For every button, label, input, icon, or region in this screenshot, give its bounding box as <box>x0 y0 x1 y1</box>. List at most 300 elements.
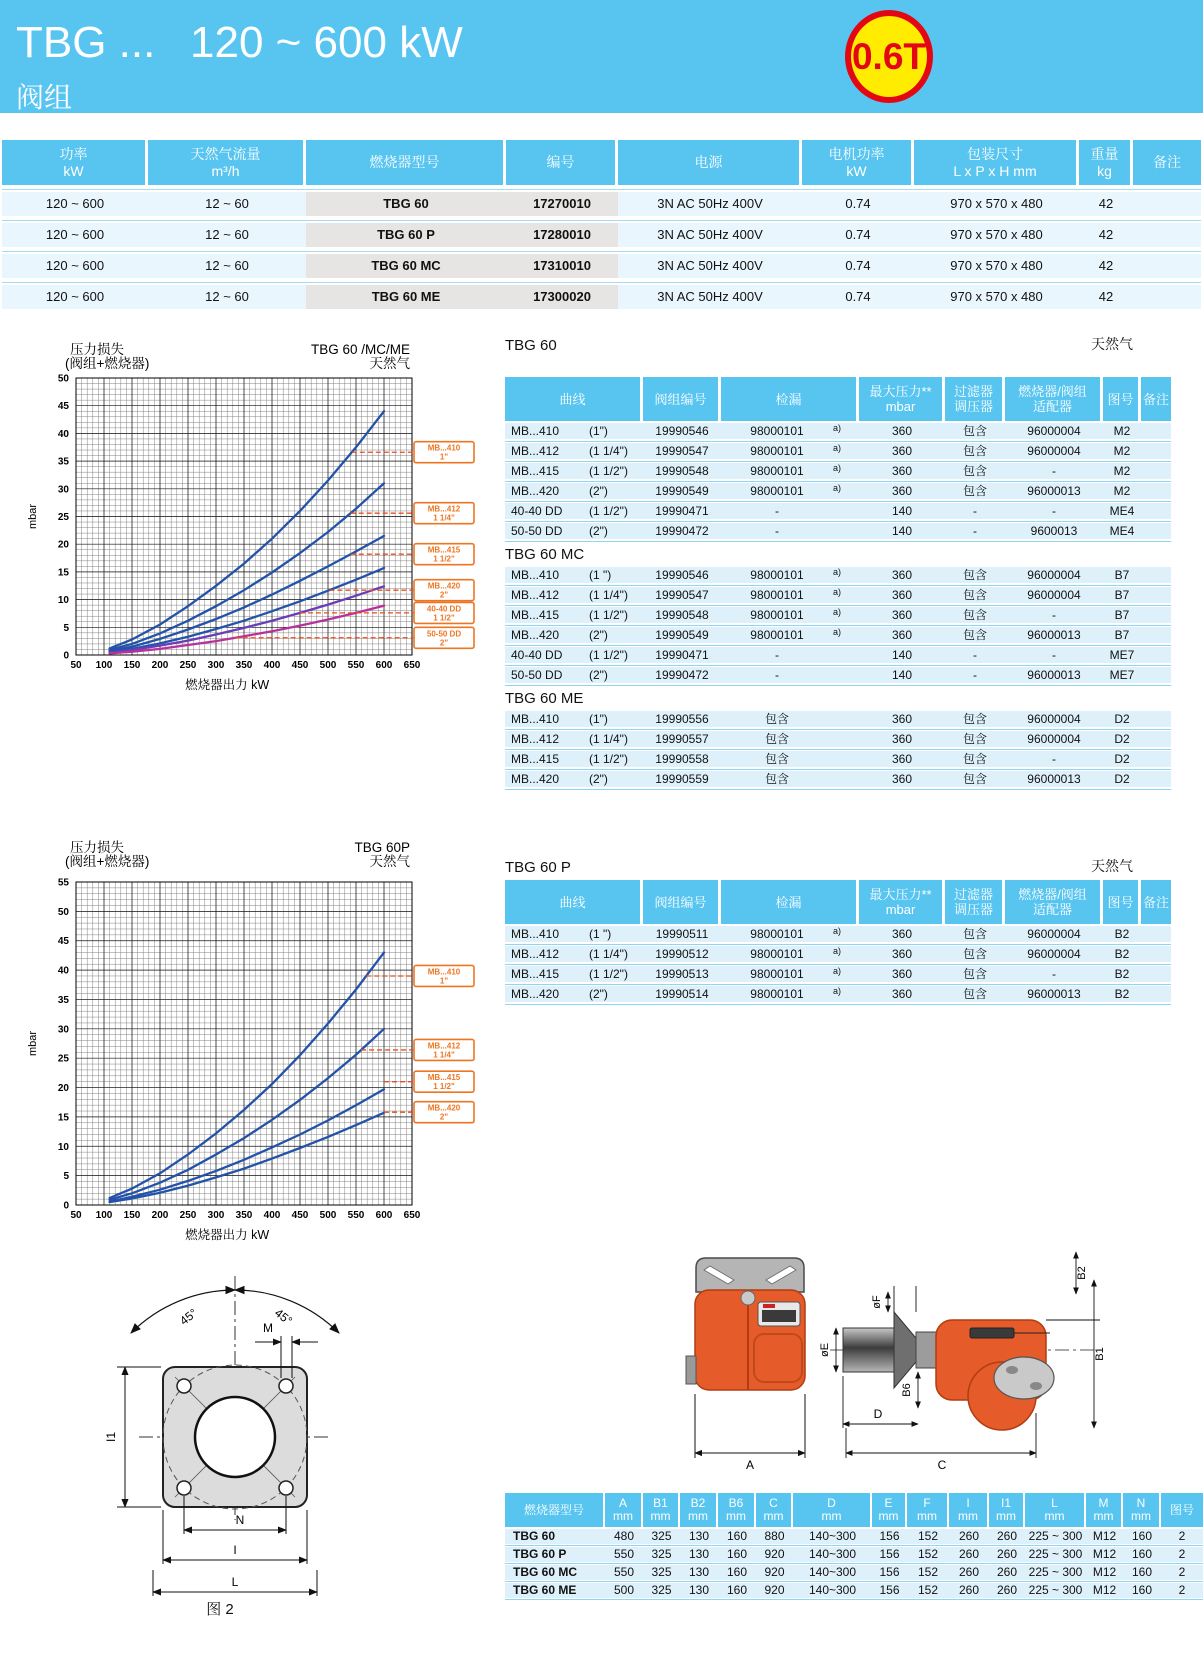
pressure-loss-chart-tbg60-mc-me <box>22 338 492 706</box>
dim-a-label: A <box>745 1458 755 1472</box>
table-cell: 550 <box>613 1547 635 1561</box>
table-cell: 325 <box>651 1547 672 1561</box>
valve-code-cell: 19990512 <box>655 947 709 961</box>
max-pressure-cell: 360 <box>891 752 913 766</box>
center-bore <box>195 1397 275 1477</box>
y-tick-label: 5 <box>63 622 69 634</box>
table-cell: 2 <box>1178 1529 1186 1543</box>
figure-number-cell: M2 <box>1113 464 1131 478</box>
size-cell: (2") <box>589 772 608 786</box>
curve-cell: MB...410 <box>511 927 560 941</box>
table-row <box>505 443 1171 459</box>
footnote-marker <box>833 711 859 727</box>
filter-regulator-cell: - <box>973 668 977 682</box>
display-screen <box>762 1310 796 1322</box>
x-tick-label: 50 <box>70 660 82 671</box>
curve-cell: MB...410 <box>511 424 560 438</box>
valve-code-cell: 19990548 <box>655 464 709 478</box>
max-pressure-cell: 140 <box>891 668 913 682</box>
table-cell: 160 <box>726 1547 748 1561</box>
table-cell: 3N AC 50Hz 400V <box>618 223 802 247</box>
column-header <box>643 880 721 924</box>
adapter-cell: - <box>1052 648 1056 662</box>
column-header <box>802 140 914 185</box>
adapter-cell: - <box>1052 752 1056 766</box>
figure-number-cell: B2 <box>1114 967 1130 981</box>
table-cell: 12 ~ 60 <box>148 254 306 278</box>
table-cell: TBG 60 <box>306 192 506 216</box>
angle-left-label: 45° <box>177 1305 201 1328</box>
table-row <box>505 1547 1203 1562</box>
header-line1: 阀组编号 <box>654 391 707 407</box>
max-pressure-cell: 360 <box>891 444 913 458</box>
table-row <box>505 711 1171 727</box>
table-cell: 160 <box>1131 1547 1153 1561</box>
y-tick-label: 25 <box>57 1053 69 1065</box>
filter-regulator-cell: 包含 <box>962 568 987 582</box>
table-row <box>505 1583 1203 1598</box>
leak-check-cell: 98000101 <box>750 424 804 438</box>
dim-b6-label: B6 <box>901 1383 913 1397</box>
weight-badge <box>845 10 933 103</box>
adapter-cell: - <box>1052 608 1056 622</box>
figure-number-cell: D2 <box>1114 752 1130 766</box>
section-title: TBG 60 MC <box>505 546 585 563</box>
footnote-marker: a) <box>833 946 842 956</box>
size-cell: (2") <box>589 987 608 1001</box>
table-row <box>505 423 1171 439</box>
table-cell: 480 <box>613 1529 635 1543</box>
x-tick-label: 650 <box>403 1210 421 1221</box>
curve-cell: 50-50 DD <box>511 524 563 538</box>
max-pressure-cell: 360 <box>891 424 913 438</box>
bolt-hole <box>177 1379 191 1393</box>
curve-label-line2: 1 1/2" <box>433 1082 455 1092</box>
figure-number-cell: ME7 <box>1109 668 1135 682</box>
table-cell: 130 <box>688 1565 710 1579</box>
chart-title-right2: 天然气 <box>369 356 410 371</box>
leak-check-cell: 98000101 <box>750 927 804 941</box>
table-cell: 3N AC 50Hz 400V <box>618 254 802 278</box>
adapter-cell: 9600013 <box>1030 524 1078 538</box>
dim-m-label: M <box>263 1321 273 1335</box>
header-line1: F <box>923 1496 931 1510</box>
footnote-marker: a) <box>833 966 842 976</box>
column-header <box>1079 140 1133 185</box>
header-line1: 检漏 <box>775 894 802 910</box>
valve-code-cell: 19990471 <box>655 648 709 662</box>
column-header <box>721 377 859 421</box>
curve-cell: MB...415 <box>511 464 560 478</box>
table-cell: 120 ~ 600 <box>2 192 148 216</box>
filter-regulator-cell: 包含 <box>962 424 987 438</box>
header-line2: mm <box>1044 1509 1065 1523</box>
table-cell: 160 <box>726 1565 748 1579</box>
curve-MB...420 2" <box>110 568 384 652</box>
header-line1: B6 <box>728 1496 744 1510</box>
curve-cell: MB...410 <box>511 568 560 582</box>
table-cell: 260 <box>996 1583 1018 1597</box>
leak-check-cell: - <box>775 504 779 518</box>
figure-number-cell: D2 <box>1114 732 1130 746</box>
section-title-row <box>505 545 1171 563</box>
column-header <box>756 1493 793 1527</box>
curve-label-line2: 1 1/2" <box>433 554 455 564</box>
figure-number-cell: B2 <box>1114 987 1130 1001</box>
curve-cell: MB...415 <box>511 752 560 766</box>
y-tick-label: 35 <box>57 456 69 468</box>
x-tick-label: 500 <box>319 660 337 671</box>
leak-check-cell: - <box>775 668 779 682</box>
valve-code-cell: 19990558 <box>655 752 709 766</box>
remark-cell <box>1141 946 1171 962</box>
header-line2: 适配器 <box>1032 902 1072 917</box>
valve-code-cell: 19990556 <box>655 712 709 726</box>
remark-cell <box>1141 483 1171 499</box>
max-pressure-cell: 140 <box>891 504 913 518</box>
table-cell: 260 <box>958 1565 980 1579</box>
filter-regulator-cell: 包含 <box>962 947 987 961</box>
column-header <box>1133 140 1201 185</box>
size-cell: (1") <box>589 712 608 726</box>
y-tick-label: 10 <box>57 595 69 607</box>
y-tick-label: 50 <box>57 906 69 918</box>
x-tick-label: 250 <box>179 660 197 671</box>
leak-check-cell: 包含 <box>764 772 789 786</box>
bolt-hole <box>279 1379 293 1393</box>
header-line1: B1 <box>653 1496 668 1510</box>
body-knob <box>741 1291 755 1305</box>
table-cell: 160 <box>1131 1529 1153 1543</box>
x-tick-label: 650 <box>403 660 421 671</box>
blast-tube <box>843 1328 894 1372</box>
curve-MB...410 1" <box>110 953 384 1199</box>
chart-title-left2: (阀组+燃烧器) <box>65 356 150 371</box>
curve-label-line2: 1 1/4" <box>433 1050 455 1060</box>
max-pressure-cell: 360 <box>891 484 913 498</box>
footnote-marker <box>833 523 859 539</box>
max-pressure-cell: 360 <box>891 947 913 961</box>
table-cell: 42 <box>1079 254 1133 278</box>
column-header <box>945 880 1005 924</box>
remark-cell <box>1141 607 1171 623</box>
table-cell: 325 <box>651 1583 672 1597</box>
valve-code-cell: 19990549 <box>655 484 709 498</box>
header-line1: 电机功率 <box>828 145 885 162</box>
column-header <box>859 377 945 421</box>
remark-cell <box>1141 647 1171 663</box>
curve-label-line1: 50-50 DD <box>426 629 462 639</box>
curve-cell: MB...420 <box>511 628 560 642</box>
valve-code-cell: 19990513 <box>655 967 709 981</box>
table-cell: 0.74 <box>802 285 914 309</box>
table-cell: 12 ~ 60 <box>148 192 306 216</box>
adapter-cell: 96000004 <box>1027 424 1081 438</box>
adapter-cell: 96000004 <box>1027 927 1081 941</box>
section-title: TBG 60 <box>505 337 557 354</box>
adapter-cell: 96000004 <box>1027 732 1081 746</box>
section-title: TBG 60 P <box>505 859 571 876</box>
filter-regulator-cell: 包含 <box>962 772 987 786</box>
valve-code-cell: 19990472 <box>655 524 709 538</box>
footnote-marker: a) <box>833 463 842 473</box>
y-tick-label: 0 <box>63 1200 69 1212</box>
column-header <box>1141 377 1171 421</box>
curve-cell: MB...412 <box>511 588 560 602</box>
table-cell: 160 <box>1131 1583 1153 1597</box>
remark-cell <box>1141 711 1171 727</box>
table-cell: 550 <box>613 1565 635 1579</box>
x-tick-label: 600 <box>375 660 393 671</box>
sensor-block <box>970 1328 1014 1338</box>
size-cell: (1 1/2") <box>589 608 628 622</box>
filter-regulator-cell: 包含 <box>962 987 987 1001</box>
leak-check-cell: 98000101 <box>750 444 804 458</box>
pressure-loss-chart-tbg60p <box>22 838 492 1258</box>
header-line2: mm <box>996 1509 1016 1523</box>
table-cell: TBG 60 P <box>513 1547 567 1561</box>
table-cell: 152 <box>917 1565 939 1579</box>
angle-right-label: 45° <box>271 1305 295 1328</box>
table-cell: 12 ~ 60 <box>148 285 306 309</box>
y-tick-label: 30 <box>57 1024 69 1036</box>
filter-regulator-cell: 包含 <box>962 732 987 746</box>
filter-regulator-cell: 包含 <box>962 967 987 981</box>
page-subtitle: 阀组 <box>16 82 73 113</box>
table-cell: 42 <box>1079 285 1133 309</box>
table-row <box>505 607 1171 623</box>
header-line2: 调压器 <box>953 399 993 414</box>
header-line1: C <box>769 1496 778 1510</box>
leak-check-cell: 98000101 <box>750 484 804 498</box>
curve-label-line1: MB...420 <box>427 1103 461 1113</box>
leak-check-cell: 98000101 <box>750 464 804 478</box>
table-header-row <box>505 1493 1203 1527</box>
curve-label-line2: 1 1/2" <box>433 613 455 623</box>
table-cell: 130 <box>688 1529 710 1543</box>
y-tick-label: 50 <box>57 373 69 385</box>
chart-title-right: TBG 60 /MC/ME <box>310 342 410 357</box>
curve-label-line2: 2" <box>439 590 449 600</box>
curve-cell: MB...420 <box>511 987 560 1001</box>
column-header <box>859 880 945 924</box>
table-cell: 156 <box>879 1547 900 1561</box>
header-line2: 调压器 <box>953 902 993 917</box>
column-header <box>949 1493 989 1527</box>
y-tick-label: 45 <box>57 936 69 948</box>
leak-check-cell: - <box>775 524 779 538</box>
dim-i1-label: I1 <box>104 1431 118 1443</box>
max-pressure-cell: 360 <box>891 628 913 642</box>
curve-cell: MB...420 <box>511 772 560 786</box>
column-header <box>1025 1493 1086 1527</box>
size-cell: (1 1/2") <box>589 752 628 766</box>
remark-cell <box>1141 667 1171 683</box>
table-cell: M12 <box>1092 1547 1117 1561</box>
table-row <box>505 503 1171 519</box>
header-line1: B2 <box>690 1496 706 1510</box>
header-line2: mm <box>821 1509 842 1523</box>
max-pressure-cell: 360 <box>891 732 913 746</box>
curve-label-line2: 2" <box>439 638 449 648</box>
column-header <box>945 377 1005 421</box>
x-tick-label: 300 <box>207 660 225 671</box>
adapter-cell: 96000004 <box>1027 712 1081 726</box>
y-tick-label: 25 <box>57 512 69 523</box>
header-line2: mbar <box>885 399 916 414</box>
column-header <box>914 140 1079 185</box>
table-header-row <box>505 377 1171 421</box>
column-header <box>989 1493 1025 1527</box>
bolt-hole <box>279 1481 293 1495</box>
column-header <box>721 880 859 924</box>
footnote-marker: a) <box>833 423 842 433</box>
size-cell: (1 1/2") <box>589 464 628 478</box>
size-cell: (2") <box>589 484 608 498</box>
chart-title-right: TBG 60P <box>354 840 410 855</box>
y-tick-label: 30 <box>57 484 69 496</box>
valve-code-cell: 19990549 <box>655 628 709 642</box>
gas-tables-tbg60p <box>505 858 1171 1008</box>
footnote-marker: a) <box>833 443 842 453</box>
footnote-marker <box>833 731 859 747</box>
curve-MB...412 1 1/4" <box>110 1029 384 1200</box>
max-pressure-cell: 360 <box>891 608 913 622</box>
x-tick-label: 100 <box>95 660 113 671</box>
table-cell: 260 <box>996 1547 1018 1561</box>
dim-c-label: C <box>937 1458 947 1472</box>
y-tick-label: 40 <box>57 965 69 977</box>
x-tick-label: 400 <box>263 1210 281 1221</box>
size-cell: (1 1/4") <box>589 444 628 458</box>
column-header <box>605 1493 643 1527</box>
table-cell: 12 ~ 60 <box>148 223 306 247</box>
header-line1: A <box>618 1496 627 1510</box>
column-header <box>505 1493 605 1527</box>
adapter-cell: 96000004 <box>1027 588 1081 602</box>
table-cell: 260 <box>996 1565 1018 1579</box>
chart-title-left: 压力损失 <box>70 840 124 855</box>
table-row <box>505 751 1171 767</box>
max-pressure-cell: 360 <box>891 712 913 726</box>
valve-code-cell: 19990514 <box>655 987 709 1001</box>
adapter-cell: 96000013 <box>1027 628 1081 642</box>
footnote-marker <box>833 503 859 519</box>
header-line1: 电源 <box>694 154 723 170</box>
header-line2: m³/h <box>211 162 240 179</box>
header-line2: mm <box>1093 1509 1114 1523</box>
table-cell: 500 <box>613 1583 635 1597</box>
page-title: TBG ... <box>16 18 156 67</box>
table-row <box>505 1565 1203 1580</box>
header-line1: D <box>827 1496 836 1510</box>
table-cell: 17310010 <box>506 254 618 278</box>
curve-MB...412 1 1/4" <box>110 483 384 650</box>
gas-type-label: 天然气 <box>1091 858 1133 874</box>
adapter-cell: - <box>1052 967 1056 981</box>
valve-code-cell: 19990511 <box>655 927 709 941</box>
header-line2: kW <box>63 162 84 179</box>
column-header <box>1103 377 1141 421</box>
size-cell: (1 1/2") <box>589 504 628 518</box>
footnote-marker: a) <box>833 483 842 493</box>
table-cell: 156 <box>879 1565 900 1579</box>
figure-number-cell: B2 <box>1114 947 1130 961</box>
footnote-marker: a) <box>833 627 842 637</box>
header-line2: mm <box>878 1509 899 1523</box>
column-header <box>1086 1493 1123 1527</box>
header-line1: 过滤器 <box>953 887 993 902</box>
table-row <box>505 1529 1203 1544</box>
table-row <box>505 647 1171 663</box>
table-cell: 920 <box>764 1583 785 1597</box>
figure-number-cell: M2 <box>1113 424 1131 438</box>
table-cell: TBG 60 <box>513 1529 556 1543</box>
header-line1: 燃烧器型号 <box>369 154 440 170</box>
dim-oe-label: øE <box>819 1342 831 1358</box>
power-range: 120 ~ 600 kW <box>190 18 463 67</box>
valve-code-cell: 19990559 <box>655 772 709 786</box>
dim-l-label: L <box>231 1575 239 1589</box>
curve-cell: MB...415 <box>511 608 560 622</box>
bolt-hole <box>177 1481 191 1495</box>
y-tick-label: 10 <box>57 1141 69 1153</box>
table-header-row <box>505 880 1171 924</box>
column-header <box>643 377 721 421</box>
table-cell: 225 ~ 300 <box>1028 1583 1083 1597</box>
table-cell: 920 <box>764 1547 785 1561</box>
table-cell: 160 <box>726 1583 748 1597</box>
remark-cell <box>1141 503 1171 519</box>
header-line2: mm <box>726 1509 746 1523</box>
header-line1: 包装尺寸 <box>967 145 1023 162</box>
column-header <box>872 1493 907 1527</box>
header-line1: 天然气流量 <box>190 145 261 162</box>
table-cell: M12 <box>1092 1565 1117 1579</box>
max-pressure-cell: 360 <box>891 588 913 602</box>
table-row <box>2 220 1201 247</box>
page-header <box>0 0 1203 113</box>
column-header <box>1005 880 1103 924</box>
x-tick-label: 200 <box>151 660 169 671</box>
x-tick-label: 450 <box>291 1210 309 1221</box>
header-line1: 过滤器 <box>953 384 993 399</box>
table-row <box>505 731 1171 747</box>
filter-regulator-cell: 包含 <box>962 628 987 642</box>
gas-flange <box>994 1357 1054 1399</box>
header-line2: kW <box>846 162 867 179</box>
table-cell: M12 <box>1092 1583 1117 1597</box>
header-line2: L x P x H mm <box>953 162 1037 179</box>
filter-regulator-cell: 包含 <box>962 927 987 941</box>
x-tick-label: 500 <box>319 1210 337 1221</box>
flange-hole <box>1030 1382 1042 1390</box>
table-cell: 17270010 <box>506 192 618 216</box>
x-tick-label: 600 <box>375 1210 393 1221</box>
y-tick-label: 55 <box>57 877 69 889</box>
x-tick-label: 350 <box>235 1210 253 1221</box>
column-header <box>306 140 506 185</box>
y-tick-label: 45 <box>57 401 69 413</box>
y-tick-label: 15 <box>57 1112 69 1124</box>
table-cell: 260 <box>958 1529 980 1543</box>
column-header <box>907 1493 949 1527</box>
remark-cell <box>1141 587 1171 603</box>
curve-label-line1: MB...412 <box>427 504 461 514</box>
header-line1: E <box>884 1496 893 1510</box>
header-line1: 最大压力** <box>869 887 932 902</box>
adapter-cell: 96000013 <box>1027 484 1081 498</box>
